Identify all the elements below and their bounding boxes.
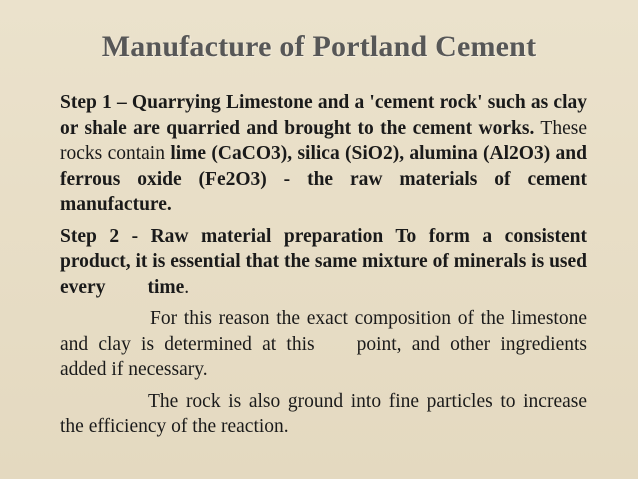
step2-bold-time: time [147,276,185,298]
paragraph-composition [60,306,587,383]
step2-bold-text: Step 2 - Raw material preparation To form a consistent product, it is essential that the same mixture of minerals is used every [60,225,587,298]
paragraph-grinding [60,389,587,440]
slide-title: Manufacture of Portland Cement [101,30,537,63]
step1-paragraph [60,90,587,218]
composition-text-a: For this reason the exact composition of the limestone and clay is determined at this [60,308,587,355]
grinding-text: The rock is also ground into fine particles to increase the efficiency of the reaction. [60,390,587,437]
step2-period: . [184,276,190,298]
step1-normal-text: These rocks contain [60,117,587,164]
step1-bold-heading: Step 1 – Quarrying Limestone and a 'cement rock' such as clay or shale are quarried and brought to the cement works. [60,92,587,139]
step1-bold-materials: lime (CaCO3), silica (SiO2), alumina (Al2O3) and ferrous oxide (Fe2O3) - the raw materials of cement manufacture. [60,143,587,215]
slide-body [60,90,587,440]
composition-text-b: point, and other ingredients added if necessary. [60,333,587,380]
step2-paragraph [60,224,587,301]
